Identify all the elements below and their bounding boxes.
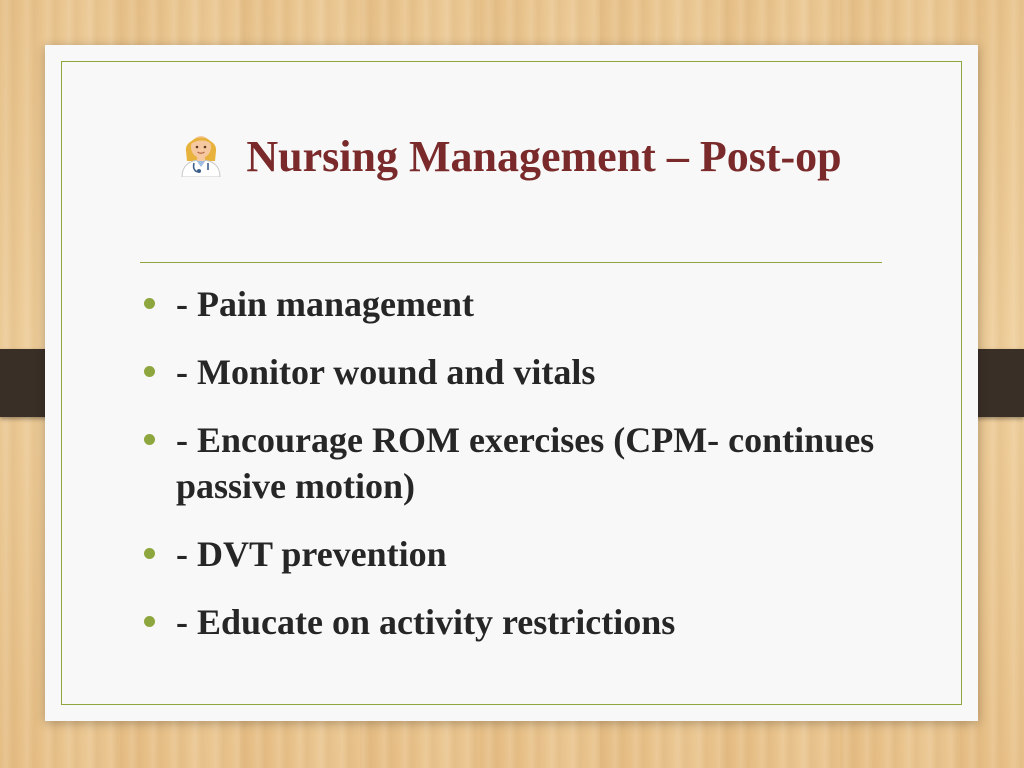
bullet-item [138,531,898,577]
bullet-text: - Educate on activity restrictions [176,602,676,642]
health-worker-icon [178,127,224,177]
bullet-dot [144,434,155,445]
title-row [130,125,890,189]
bullet-dot [144,298,155,309]
slide-title [130,125,890,189]
bullet-item [138,599,898,645]
title-divider [140,262,882,263]
slide-title-text: Nursing Management – Post-op [246,132,842,181]
bullet-dot [144,616,155,627]
bullet-text: - DVT prevention [176,534,447,574]
bullet-text: - Monitor wound and vitals [176,352,596,392]
bullet-item [138,417,898,509]
bullet-item [138,349,898,395]
slide-card [45,45,978,721]
bullet-text: - Encourage ROM exercises (CPM- continues passive motion) [176,420,875,506]
bullet-dot [144,366,155,377]
bullet-dot [144,548,155,559]
bullet-item [138,281,898,327]
bullet-list [138,281,898,667]
bullet-text: - Pain management [176,284,474,324]
